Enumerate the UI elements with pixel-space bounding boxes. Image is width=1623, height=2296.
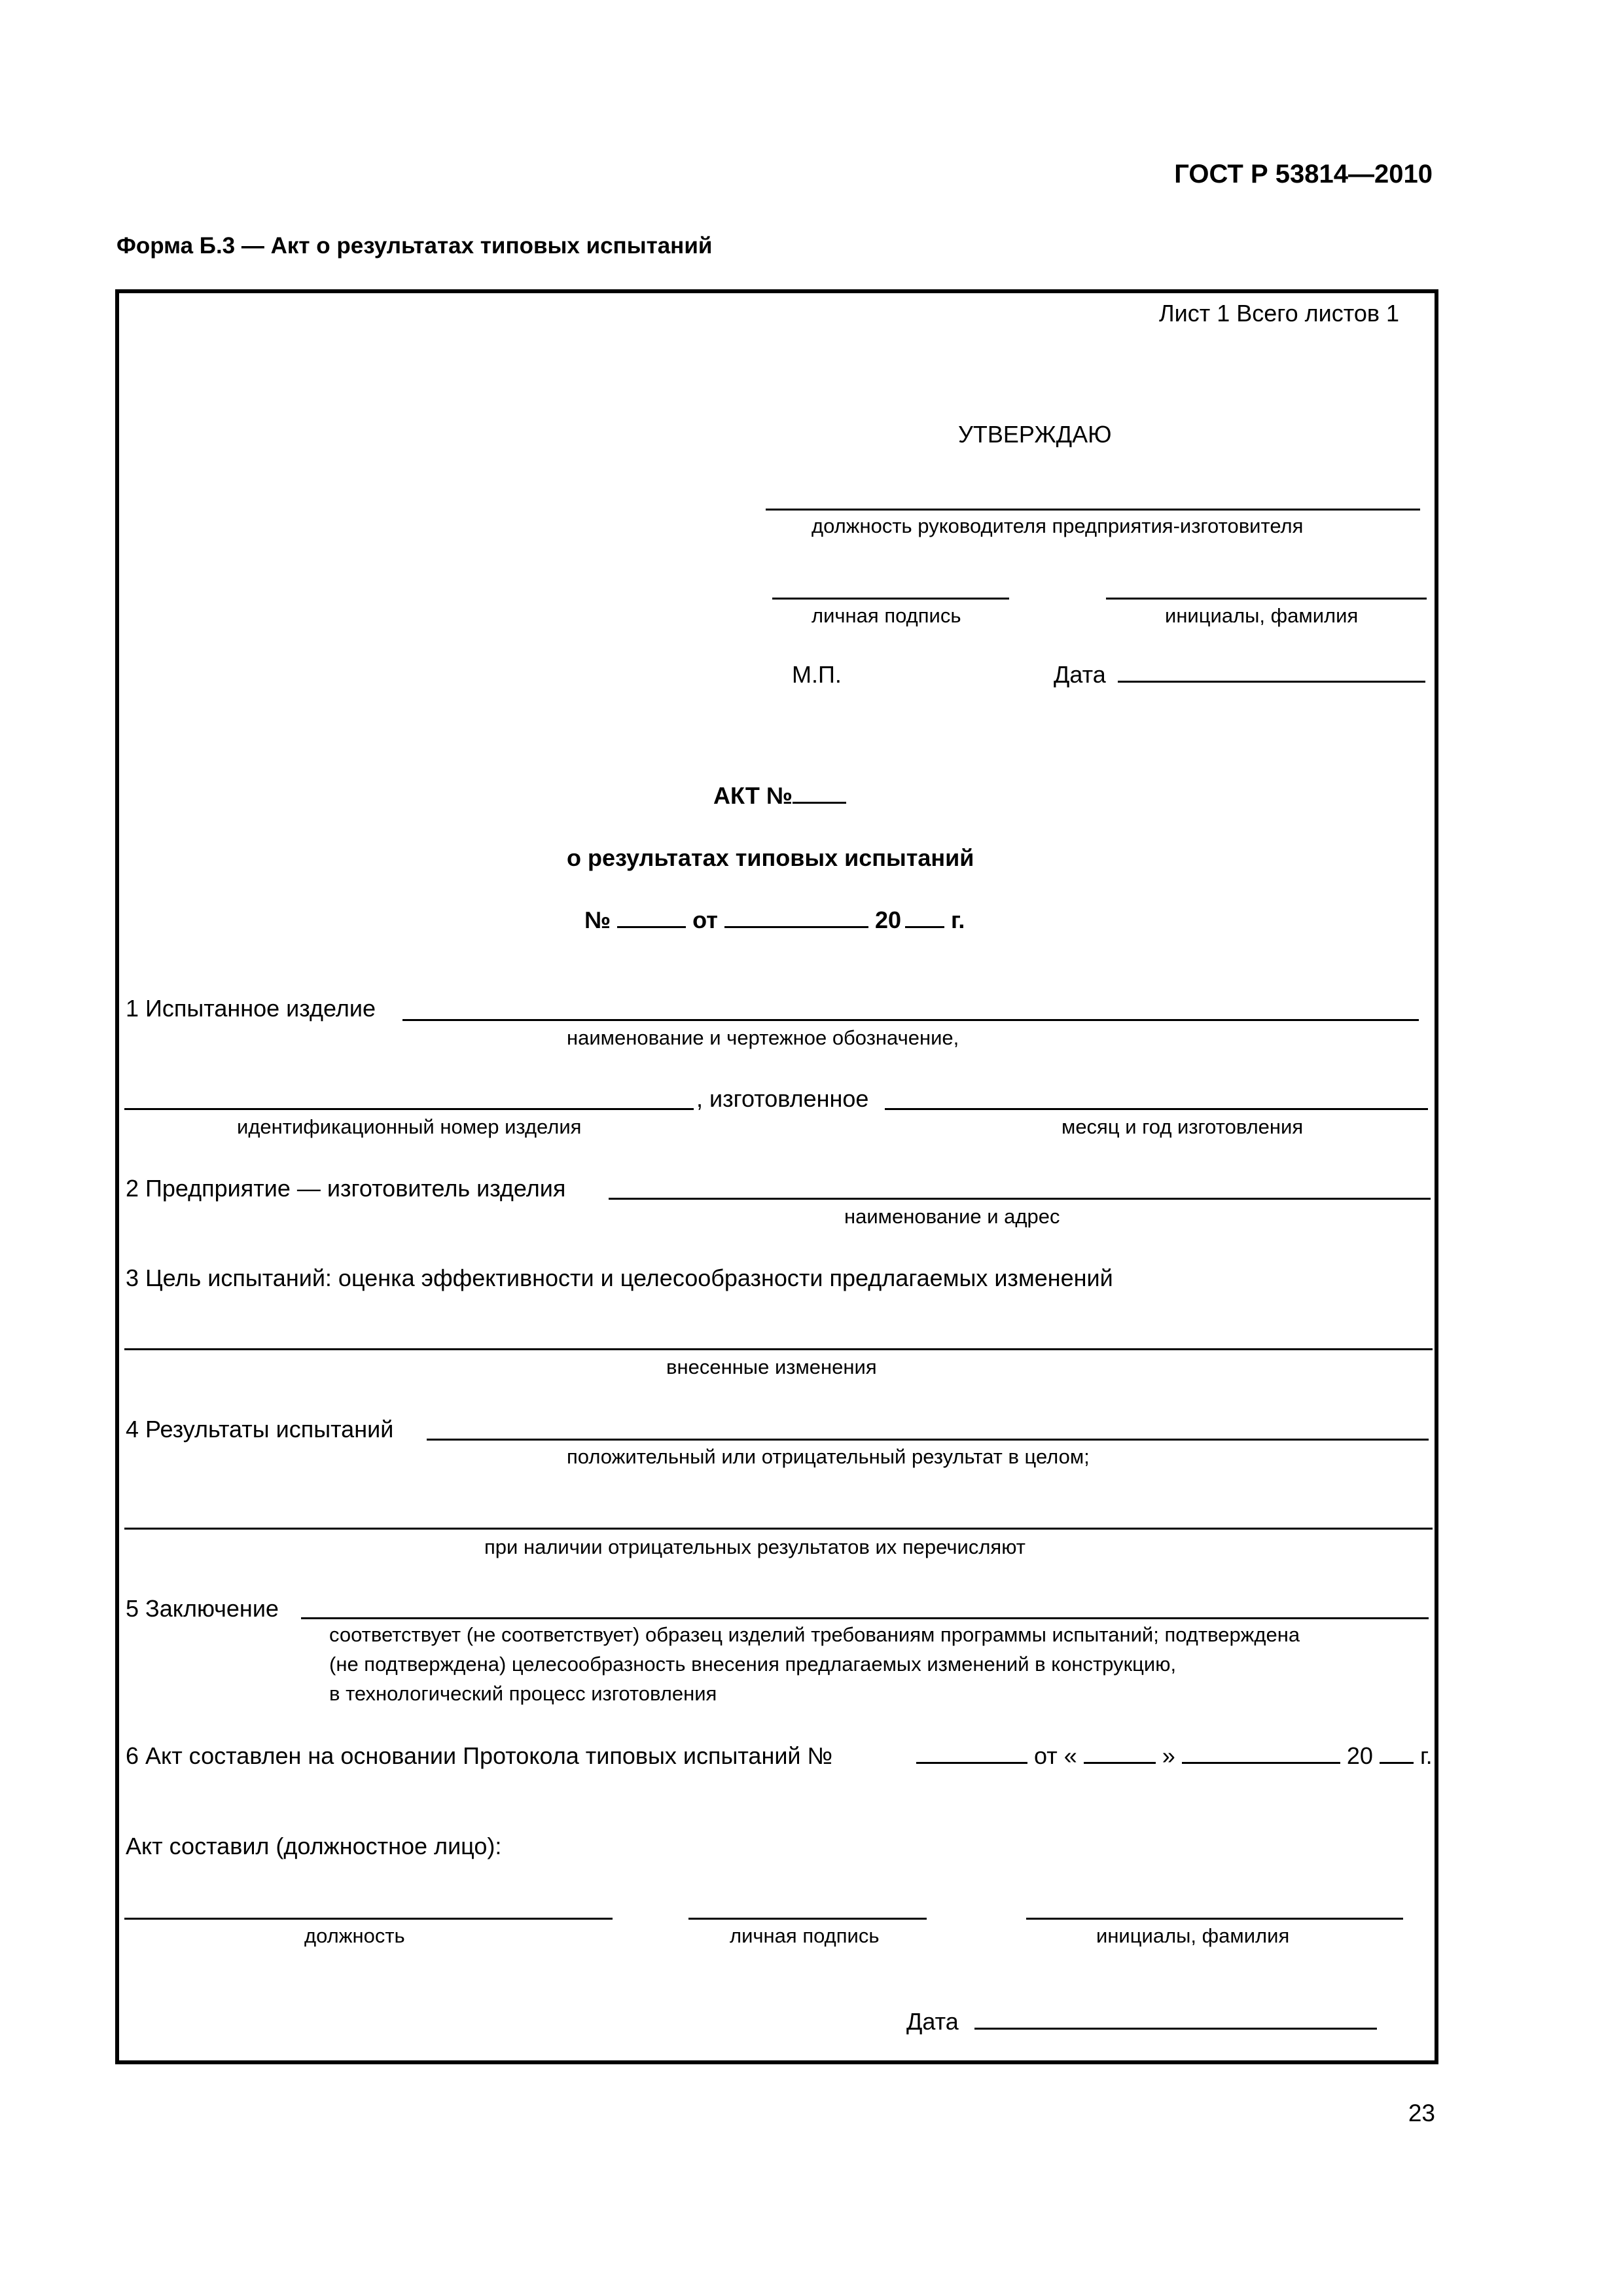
item5-caption-line1: соответствует (не соответствует) образец изделий требованиям программы испытаний; подтверждена	[329, 1623, 1300, 1646]
act-year-suffix: г.	[951, 906, 965, 933]
act-number-blank	[793, 782, 846, 804]
compiled-signature-caption: личная подпись	[730, 1924, 880, 1947]
act-date-field	[724, 906, 868, 928]
item1-date-caption: месяц и год изготовления	[1061, 1115, 1304, 1138]
approval-date	[1054, 661, 1425, 689]
approval-signature-caption: личная подпись	[812, 604, 961, 627]
item3-caption: внесенные изменения	[666, 1355, 877, 1378]
item4-caption2: при наличии отрицательных результатов их перечисляют	[484, 1535, 1026, 1558]
approval-seal: М.П.	[792, 661, 842, 688]
act-number-field	[617, 906, 686, 928]
item6-day-blank	[1084, 1742, 1156, 1764]
item6-fields	[916, 1742, 1433, 1770]
compiled-date	[906, 2008, 1377, 2036]
item1-id-caption: идентификационный номер изделия	[237, 1115, 582, 1138]
form-title: Форма Б.3 — Акт о результатах типовых испытаний	[116, 233, 713, 259]
standard-header: ГОСТ Р 53814—2010	[1174, 160, 1433, 188]
item4-label: 4 Результаты испытаний	[126, 1416, 394, 1443]
compiled-position-caption: должность	[304, 1924, 405, 1947]
approval-position-caption: должность руководителя предприятия-изготовителя	[812, 514, 1304, 537]
item1-label: 1 Испытанное изделие	[126, 995, 376, 1022]
item5-label: 5 Заключение	[126, 1595, 279, 1622]
page-number: 23	[1408, 2100, 1435, 2126]
item4-line2	[124, 1528, 1433, 1530]
item6-from: от «	[1034, 1742, 1077, 1769]
act-number-line	[584, 906, 965, 934]
item5-caption-line2: (не подтверждена) целесообразность внесения предлагаемых изменений в конструкцию,	[329, 1653, 1177, 1676]
item1-made: , изготовленное	[696, 1085, 869, 1112]
item6-year-blank	[1380, 1742, 1414, 1764]
compiled-date-label: Дата	[906, 2008, 959, 2035]
item5-caption-line3: в технологический процесс изготовления	[329, 1682, 717, 1705]
approval-position-line	[766, 509, 1420, 511]
item6-month-blank	[1182, 1742, 1340, 1764]
item1-line	[402, 1019, 1419, 1021]
item4-line	[427, 1439, 1429, 1441]
act-year-field	[905, 906, 944, 928]
act-from-label: от	[692, 906, 718, 933]
compiled-date-blank	[974, 2008, 1377, 2030]
item1-id-line	[124, 1108, 694, 1110]
approval-signature-line	[772, 598, 1009, 600]
compiled-name-line	[1026, 1918, 1403, 1920]
approval-title: УТВЕРЖДАЮ	[958, 421, 1112, 448]
act-subtitle: о результатах типовых испытаний	[567, 844, 974, 871]
item6-text: 6 Акт составлен на основании Протокола типовых испытаний №	[126, 1742, 833, 1769]
item4-caption: положительный или отрицательный результат в целом;	[567, 1445, 1090, 1468]
compiled-position-line	[124, 1918, 613, 1920]
item1-date-line	[885, 1108, 1428, 1110]
sheet-info: Лист 1 Всего листов 1	[1158, 300, 1399, 327]
approval-name-caption: инициалы, фамилия	[1165, 604, 1359, 627]
item2-line	[609, 1198, 1431, 1200]
item6-year-prefix: 20	[1346, 1742, 1373, 1769]
item2-label: 2 Предприятие — изготовитель изделия	[126, 1175, 566, 1202]
item3-line	[124, 1348, 1433, 1350]
item1-caption: наименование и чертежное обозначение,	[567, 1026, 959, 1049]
act-title-text: АКТ №	[713, 782, 793, 809]
compiled-signature-line	[688, 1918, 927, 1920]
act-title	[713, 782, 846, 810]
item6-close: »	[1162, 1742, 1175, 1769]
item6-year-suffix: г.	[1419, 1742, 1433, 1769]
compiled-name-caption: инициалы, фамилия	[1096, 1924, 1290, 1947]
approval-date-label: Дата	[1054, 661, 1106, 688]
item6-number-blank	[916, 1742, 1027, 1764]
item2-caption: наименование и адрес	[844, 1205, 1060, 1228]
act-number-prefix: №	[584, 906, 611, 933]
item5-line	[301, 1617, 1429, 1619]
approval-name-line	[1106, 598, 1427, 600]
act-year-prefix: 20	[874, 906, 901, 933]
compiled-label: Акт составил (должностное лицо):	[126, 1833, 502, 1859]
item3-label: 3 Цель испытаний: оценка эффективности и целесообразности предлагаемых изменений	[126, 1265, 1113, 1291]
approval-date-blank	[1118, 661, 1425, 683]
